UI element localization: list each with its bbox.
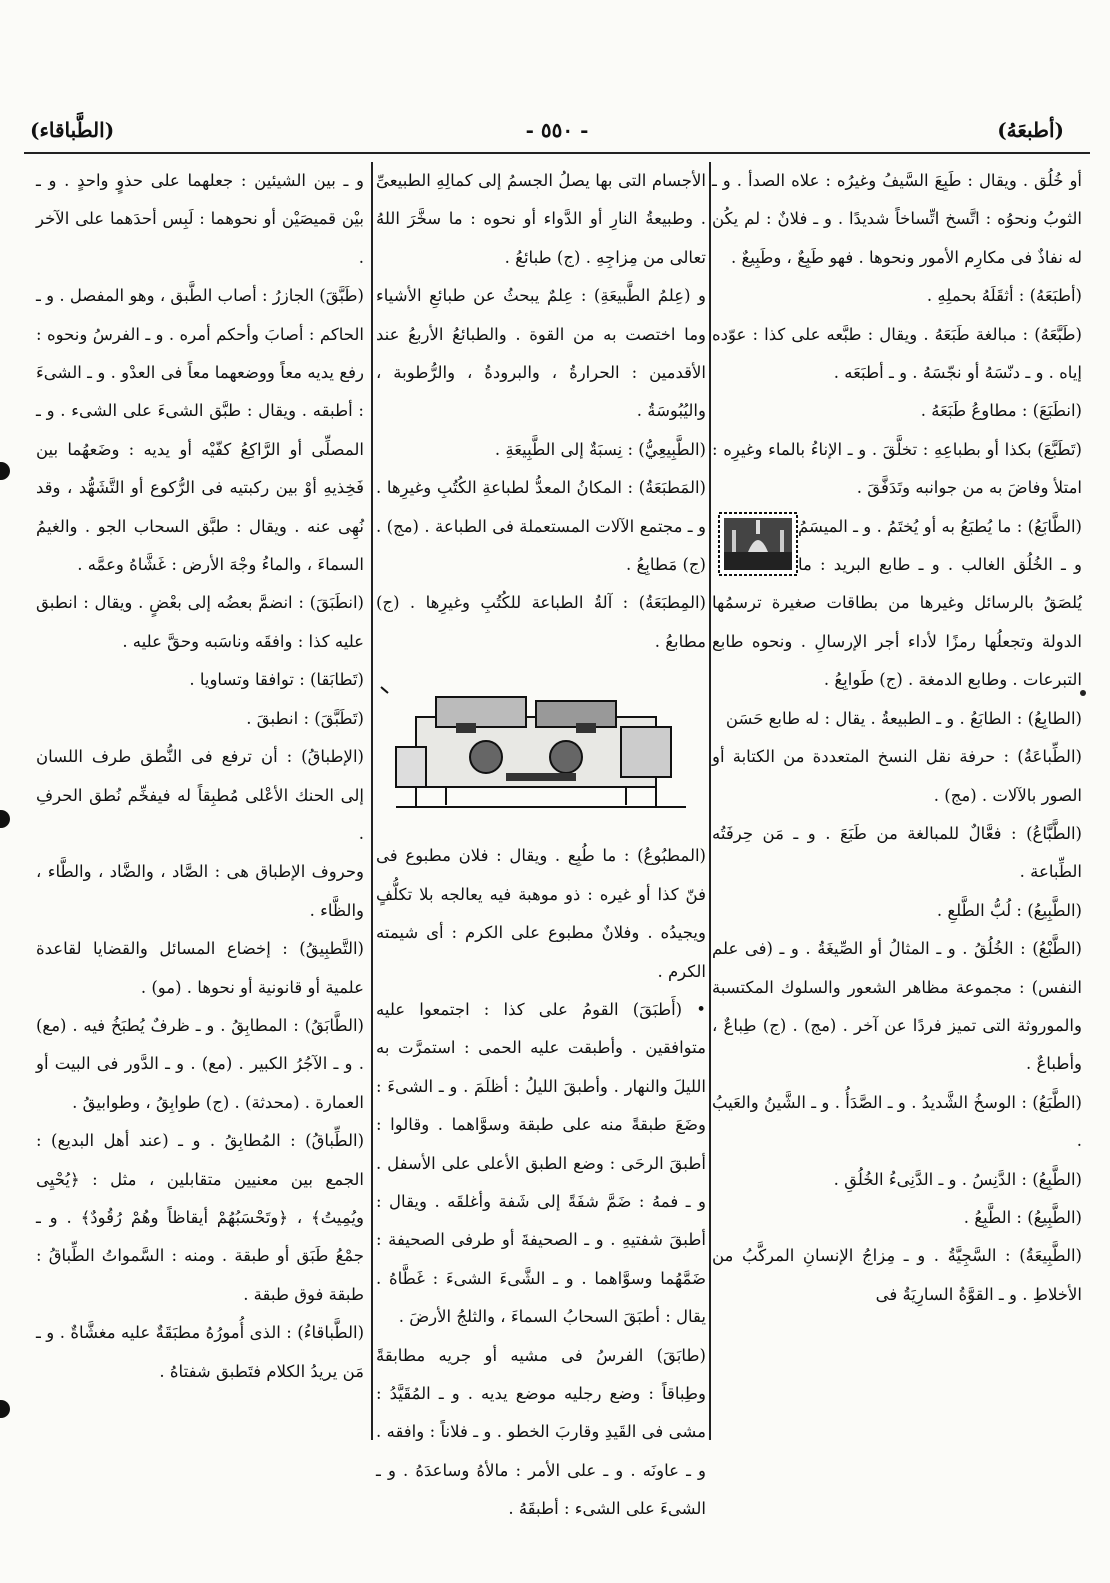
- entry: (الإطباقُ) : أن ترفع فى النُّطق طرف اللسان إلى الحنك الأعْلى مُطبِقاً له فيفخِّم نُطق الحرفِ .: [36, 747, 364, 843]
- entry: (الطَّبِيعُ) : الطَّبِعُ .: [963, 1207, 1082, 1227]
- entry: • (أَطبَقَ) القومُ على كذا : اجتمعوا عليه متوافقين . وأطبقت عليه الحمى : استمرَّت به الليلَ والنهار . وأطبقَ الليلُ : أظلَمَ . و ـ الشىءَ : وضَعَ طبقةً منه على طبقة وسوَّاهما . وقالوا : أطبقَ الرحَى : وضع الطبق الأعلى على الأسفل . و ـ فمهُ : ضَمَّ شفَةً إلى شَفة وأغلقَه . ويقال : أطبقَ شفتيهِ . و ـ الصحيفةَ أو طرفى الصحيفة : ضَمَّهُما وسوَّاهما . و ـ الشَّىءَ الشىءَ : غَطَّاهُ . يقال : أطبَقَ السحابُ السماءَ ، والثلجُ الأرضَ .: [376, 999, 706, 1327]
- entry: (طَبَّقَ) الجازرُ : أصاب الطَّبق ، وهو المفصل . و ـ الحاكم : أصابَ وأحكم أمره . و ـ الفرسُ ونحوه : رفع يديه معاً ووضعهما معاً فى العدْو . و ـ الشىءَ : أطبقه . ويقال : طبَّق الشىءَ على الشىء . و ـ المصلِّى أو الرَّاكِعُ كفّيْه أو يديه : وضَعهُما بين فَخِذيهِ أوْ بين ركبتيه فى الرُّكوع أو التَّشَهُّد ، وقد نُهِى عنه . ويقال : طبَّق السحاب الجو . والغيمُ السماءَ ، والماءُ وجْهَ الأرض : غَشَّاهُ وعمَّه .: [36, 286, 364, 575]
- column-divider: [371, 162, 373, 1440]
- entry: (المطبُوعُ) : ما طُبِع . ويقال : فلان مطبوع فى فنّ كذا أو غيره : ذو موهبة فيه يعالجه بلا تكلُّفٍ ويجيدُه . وفلانٌ مطبوع على الكرم : أى شيمته الكرم .: [376, 846, 706, 981]
- entry: (التَّطبِيقُ) : إخضاع المسائل والقضايا لقاعدة علمية أو قانونية أو نحوها . (مو) .: [36, 939, 364, 997]
- entry: (تَطابَقا) : توافقا وتساويا .: [189, 670, 364, 690]
- entry: و (عِلمُ الطَّبيعَةِ) : عِلمٌ يبحثُ عن طبائعِ الأشياء وما اختصت به من القوة . والطبائعُ الأربعُ عند الأقدمين : الحرارةُ ، والبرودةُ ، والرُّطوبة ، واليُبُوسَةُ .: [376, 286, 706, 421]
- entry: الأجسام التى بها يصلُ الجسمُ إلى كمالِهِ الطبيعىِّ . وطبيعةُ النارِ أو الدَّواء أو نحوه : ما سخَّرَ اللهُ تعالى من مِزاجِهِ . (ج) طبائعُ .: [376, 171, 706, 267]
- entry: أو خُلُق . ويقال : طَبِعَ السَّيفُ وغيرُه : علاه الصدأ . و ـ الثوبُ ونحوُه : اتَّسخ اتِّساخاً شديدًا . و ـ فلانٌ : لم يكُن له نفاذٌ فى مكارِم الأمور ونحوها . فهو طَبِعٌ ، وطَبِيعٌ .: [712, 171, 1082, 267]
- entry: (الطَّبِيعِيُّ) : نِسبَةٌ إلى الطَّبِيعَةِ .: [494, 439, 706, 459]
- entry: (الطَّبِعُ) : الدَّنِسُ . و ـ الدَّنِىءُ الخُلُقِ .: [833, 1169, 1082, 1189]
- page-header: [24, 112, 1090, 156]
- entry: (الطابِعُ) : الطابَعُ . و ـ الطبيعةُ . يقال : له طابع حَسَن: [725, 708, 1082, 728]
- entry: (طَبَّعَهُ) : مبالغة طَبَعَهُ . ويقال : طبَّعه على كذا : عوّده إياه . و ـ دنّسَهُ أو نجّسَهُ . و ـ أطبَعَه .: [712, 324, 1082, 383]
- entry: (الطَّبِيعُ) : لُبُّ الطَّلعِ .: [936, 900, 1082, 920]
- header-guide-word-last: (الطَّباقاء): [30, 118, 115, 142]
- entry: (الطَّبِيعَةُ) : السَّجِيَّةُ . و ـ مِزاجُ الإنسانِ المركَّبُ من الأخلاطِ . و ـ القوَّةُ السارِيَةُ فى: [712, 1246, 1082, 1304]
- entry: (الطِّباعَةُ) : حرفة نقل النسخ المتعددة من الكتابة أو الصور بالآلات . (مج) .: [712, 747, 1082, 805]
- entry: وحروف الإطباق هى : الصَّاد ، والضَّاد ، والطَّاء ، والظَّاء .: [36, 862, 364, 920]
- scan-edge-mark: [0, 462, 10, 480]
- entry: (الطَّبْعُ) : الخُلُقُ . و ـ المثالُ أو الصِّيغَةُ . و ـ (فى علم النفس) : مجموعة مظاهر الشعور والسلوك المكتسبة والموروثة التى تميز فردًا عن آخر . (مج) . (ج) طِباعٌ ، وأطباعٌ .: [712, 939, 1082, 1074]
- scan-speck: [1080, 690, 1086, 696]
- entry: (المِطبَعَةُ) : آلةُ الطباعة للكُتُبِ وغيرِها . (ج) مطابعُ .: [376, 593, 706, 651]
- column-left: [36, 162, 364, 1442]
- scan-edge-mark: [0, 810, 10, 828]
- header-rule: [24, 152, 1090, 154]
- entry: (الطَّباقاءُ) : الذى أُمورُهُ مطبَقَةٌ عليه مغشَّاةٌ . و ـ مَن يريدُ الكلام فتَطبق شفتاهُ .: [36, 1323, 364, 1381]
- entry: (الطَّبَّاعُ) : فعَّالٌ للمبالغة من طَبَعَ . و ـ مَن حِرفَتُه الطِّباعة .: [712, 823, 1082, 882]
- entry: (الطَّبَعُ) : الوسخُ الشَّديدُ . و ـ الصَّدَأُ . و ـ الشَّينُ والعَيبُ .: [712, 1092, 1082, 1151]
- column-middle: [376, 162, 706, 1519]
- postage-stamp-illustration: [718, 512, 798, 576]
- entry: (انطَبَقَ) : انضمَّ بعضُه إلى بعْضٍ . ويقال : انطبق عليه كذا : وافقَه وناسَبه وحقَّ عليه .: [36, 593, 364, 651]
- entry: (تَطَبَّقَ) : انطبقَ .: [246, 708, 364, 728]
- entry: (المَطبَعَةُ) : المكانُ المعدُّ لطباعةِ الكُتُبِ وغيرِها . و ـ مجتمع الآلات المستعملة فى الطباعة . (مج) . (ج) مَطابِعُ .: [376, 478, 706, 575]
- column-divider: [709, 162, 711, 1440]
- entry: (تَطَبَّعَ) بكذا أو بطباعِهِ : تخلَّقَ . و ـ الإناءُ بالماء وغيرِه : امتلأ وفاضَ به من جوانبه وتَدَفَّقَ .: [712, 439, 1082, 498]
- column-right: [712, 162, 1082, 1442]
- page-number: - ٥٥٠ -: [525, 118, 589, 142]
- entry: (الطَّابَقُ) : المطابِقُ . و ـ ظرفٌ يُطبَخُ فيه . (مع) . و ـ الآجُرُ الكبير . (مع) . و ـ الدَّور فى البيت أو العمارة . (محدثة) . (ج) طوابِقُ ، وطوابيقُ .: [36, 1015, 364, 1112]
- header-guide-word-first: (أطبعَهُ): [997, 118, 1064, 142]
- entry: (أطبَعَهُ) : أثقَلَهُ بحملِهِ .: [926, 286, 1082, 306]
- entry: (الطَّابَعُ) : ما يُطبَعُ به أو يُختَمُ . و ـ الميسَمُ و ـ الخُلُق الغالب . و ـ طابع البريد : ما يُلصَقُ بالرسائل وغيرها من بطاقات صغيرة ترسمُها الدولة وتجعلُها رمزًا لأداء أجر الإرسالِ . ونحوه طابع التبرعات . وطابع الدمغة . (ج) طَوابِعُ .: [712, 516, 1082, 690]
- printing-press-illustration: [376, 677, 706, 817]
- entry: (طابَقَ) الفرسُ فى مشيه أو جريه مطابقةً وطِباقاً : وضع رجليه موضع يديه . و ـ المُقَيَّدُ : مشى فى القَيدِ وقاربَ الخطو . و ـ فلاناً : وافقه . و ـ عاونَه . و ـ على الأمر : مالأهُ وساعدَهُ . و ـ الشىءَ على الشىء : أطبقَهُ .: [376, 1345, 706, 1519]
- entry: و ـ بين الشيئين : جعلهما على حذوٍ واحدٍ . و ـ بيْن قميصَيْن أو نحوهما : لَبِس أحدَهما على الآخر .: [36, 171, 364, 267]
- entry: (الطِّباقُ) : المُطابِقُ . و ـ (عند أهل البديع) : الجمع بين معنيين متقابلين ، مثل : ﴿يُحْيِى ويُمِيتُ﴾ ، ﴿وتَحْسَبُهُمْ أيقاظاً وهُمْ رُقُودٌ﴾ . و ـ جمْعُ طَبَق أو طبقة . ومنه : السَّمواتُ الطِّباقُ : طبقة فوق طبقة .: [36, 1131, 364, 1304]
- scan-edge-mark: [0, 1400, 10, 1418]
- entry: (انطَبَعَ) : مطاوعُ طَبَعَهُ .: [920, 401, 1082, 421]
